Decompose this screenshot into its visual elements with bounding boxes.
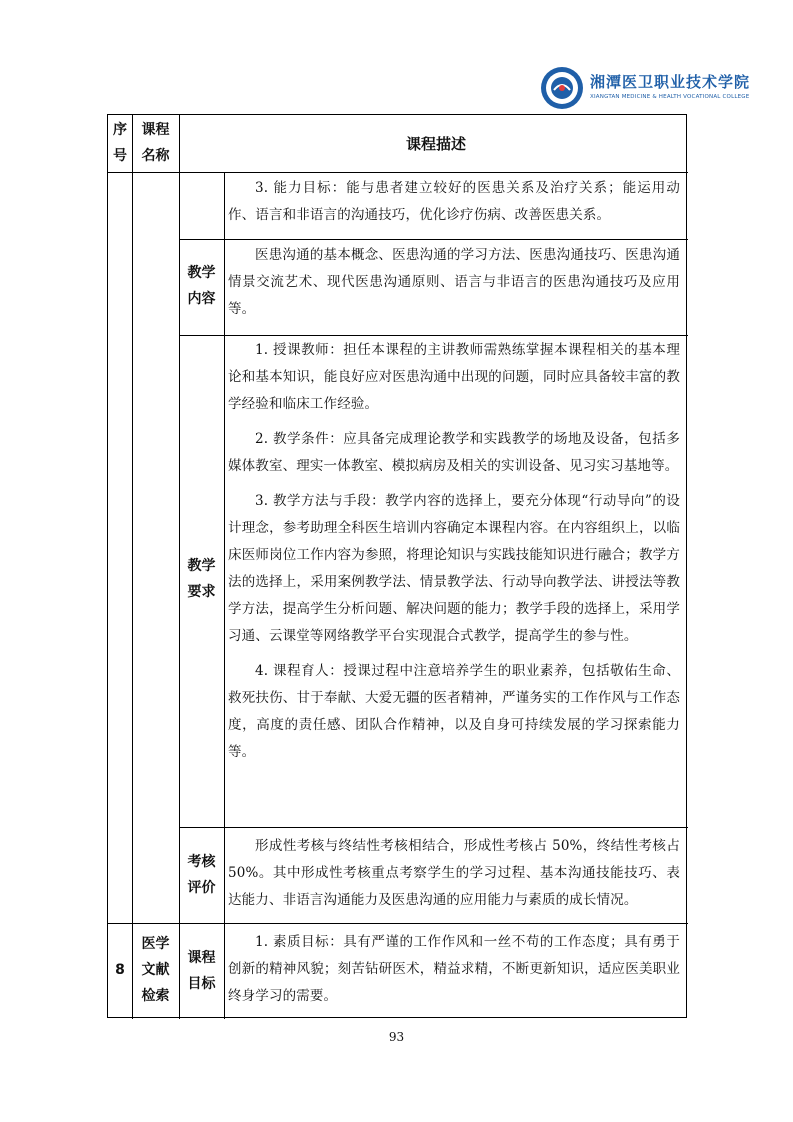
course-goal-label: 课程 目标 xyxy=(187,950,216,992)
requirement-item: 4. 课程育人：授课过程中注意培养学生的职业素养，包括敬佑生命、救死扶伤、甘于奉献、大爱无疆的医者精神，严谨务实的工作作风与工作态度，高度的责任感、团队合作精神，以及自身可持续发展的学习探索能力等。 xyxy=(228,663,680,760)
assessment-label: 考核 评价 xyxy=(187,854,216,896)
college-emblem-icon xyxy=(540,66,584,110)
row8-course-name: 医学 文献 检索 xyxy=(141,936,170,1004)
course-table xyxy=(107,114,687,1018)
row8-seq: 8 xyxy=(115,962,125,978)
teaching-requirements-text xyxy=(228,337,680,766)
header-seq: 序 号 xyxy=(113,122,127,164)
logo-title: 湘潭医卫职业技术学院 xyxy=(590,73,751,91)
requirement-item: 3. 教学方法与手段：教学内容的选择上，要充分体现“行动导向”的设计理念，参考助理全科医生培训内容确定本课程内容。在内容组织上，以临床医师岗位工作内容为参照，将理论知识与实践技能知识进行融合；教学方法的选择上，采用案例教学法、情景教学法、行动导向教学法、讲授法等教学方法，提高学生分析问题、解决问题的能力；教学手段的选择上，采用学习通、云课堂等网络教学平台实现混合式教学，提高学生的参与性。 xyxy=(228,493,680,644)
ability-objective-text: 3. 能力目标：能与患者建立较好的医患关系及治疗关系；能运用动作、语言和非语言的沟通技巧，优化诊疗伤病、改善医患关系。 xyxy=(228,180,680,223)
teaching-requirements-label: 教学 要求 xyxy=(187,558,216,600)
page-number: 93 xyxy=(388,1030,405,1044)
header-description: 课程描述 xyxy=(406,135,467,153)
header-course-name: 课程 名称 xyxy=(141,122,170,164)
logo-subtitle: XIANGTAN MEDICINE & HEALTH VOCATIONAL COLLEGE xyxy=(590,94,750,100)
teaching-content-label: 教学 内容 xyxy=(187,265,216,307)
course-goal-text: 1. 素质目标：具有严谨的工作作风和一丝不苟的工作态度；具有勇于创新的精神风貌；刻苦钻研医术，精益求精，不断更新知识，适应医美职业终身学习的需要。 xyxy=(228,934,680,1004)
requirement-item: 1. 授课教师：担任本课程的主讲教师需熟练掌握本课程相关的基本理论和基本知识，能良好应对医患沟通中出现的问题，同时应具备较丰富的教学经验和临床工作经验。 xyxy=(228,342,680,412)
assessment-text: 形成性考核与终结性考核相结合，形成性考核占 50%，终结性考核占 50%。其中形成性考核重点考察学生的学习过程、基本沟通技能技巧、表达能力、非语言沟通能力及医患沟通的应用能力与素质的成长情况。 xyxy=(228,838,680,908)
college-logo xyxy=(540,66,751,110)
teaching-content-text: 医患沟通的基本概念、医患沟通的学习方法、医患沟通技巧、医患沟通情景交流艺术、现代医患沟通原则、语言与非语言的医患沟通技巧及应用等。 xyxy=(228,247,680,317)
requirement-item: 2. 教学条件：应具备完成理论教学和实践教学的场地及设备，包括多媒体教室、理实一体教室、模拟病房及相关的实训设备、见习实习基地等。 xyxy=(228,431,680,474)
